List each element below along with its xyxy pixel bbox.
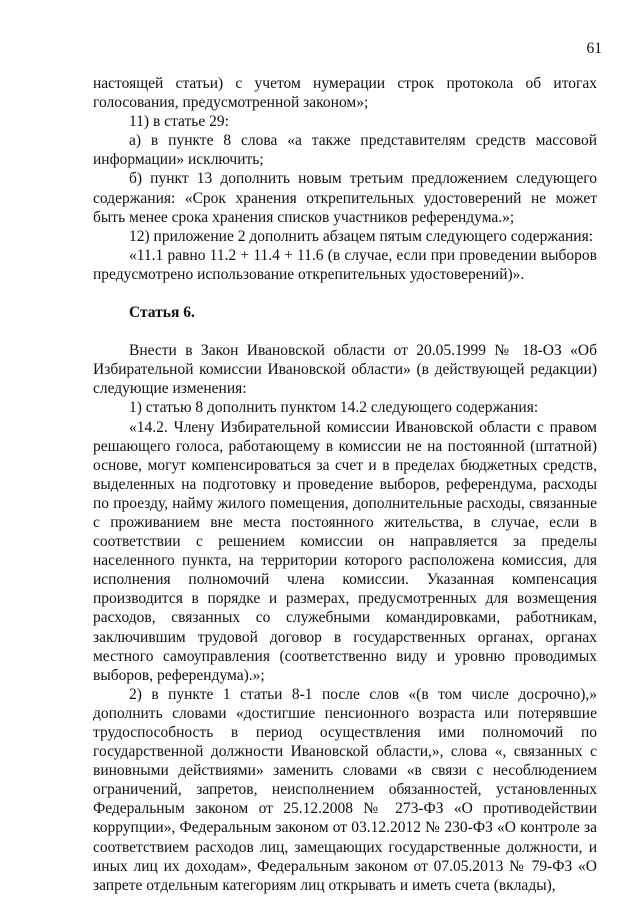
page-number: 61 xyxy=(586,40,602,57)
document-body xyxy=(93,74,597,895)
paragraph: а) в пункте 8 слова «а также представителям средств массовой информации» исключить; xyxy=(93,132,597,169)
paragraph: Внести в Закон Ивановской области от 20.05.1999 № 18-ОЗ «Об Избирательной комиссии Ивановской области» (в действующей редакции) следующие изменения: xyxy=(93,342,597,398)
paragraph: 12) приложение 2 дополнить абзацем пятым следующего содержания: xyxy=(129,227,594,245)
paragraph: 11) в статье 29: xyxy=(129,113,229,131)
paragraph: «14.2. Члену Избирательной комиссии Ивановской области с правом решающего голоса, работающему в комиссии не на постоянной (штатной) основе, могут компенсироваться за счет и в пределах бюджетных средств, выделенных на подготовку и проведение выборов, референдума, расходы по проезду, найму жилого помещения, дополнительные расходы, связанные с проживанием вне места постоянного жительства, в случае, если в соответствии с решением комиссии он направляется за пределы населенного пункта, на территории которого расположена комиссия, для исполнения полномочий члена комиссии. Указанная компенсация производится в порядке и размерах, предусмотренных для возмещения расходов, связанных со служебными командировками, работникам, заключившим трудовой договор в государственных органах, органах местного самоуправления (соответственно виду и уровню проводимых выборов, референдума).»; xyxy=(93,418,597,684)
paragraph: 2) в пункте 1 статьи 8-1 после слов «(в том числе досрочно),» дополнить словами «достигшие пенсионного возраста или потерявшие трудоспособность в период осуществления ими полномочий по государственной должности Ивановской области,», слова «, связанных с виновными действиями» заменить словами «в связи с несоблюдением ограничений, запретов, неисполнением обязанностей, установленных Федеральным законом от 25.12.2008 № 273-ФЗ «О противодействии коррупции», Федеральным законом от 03.12.2012 № 230-ФЗ «О контроле за соответствием расходов лиц, замещающих государственные должности, и иных лиц их доходам», Федеральным законом от 07.05.2013 № 79-ФЗ «О запрете отдельным категориям лиц открывать и иметь счета (вклады), xyxy=(93,685,597,894)
paragraph: б) пункт 13 дополнить новым третьим предложением следующего содержания: «Срок хранения открепительных удостоверений не может быть менее срока хранения списков участников референдума.»; xyxy=(93,170,597,226)
article-heading: Статья 6. xyxy=(129,304,195,322)
paragraph: «11.1 равно 11.2 + 11.4 + 11.6 (в случае, если при проведении выборов предусмотрено использование открепительных удостоверений)». xyxy=(93,246,597,283)
paragraph: настоящей статьи) с учетом нумерации строк протокола об итогах голосования, предусмотренной законом»; xyxy=(93,75,597,112)
paragraph: 1) статью 8 дополнить пунктом 14.2 следующего содержания: xyxy=(129,399,539,417)
